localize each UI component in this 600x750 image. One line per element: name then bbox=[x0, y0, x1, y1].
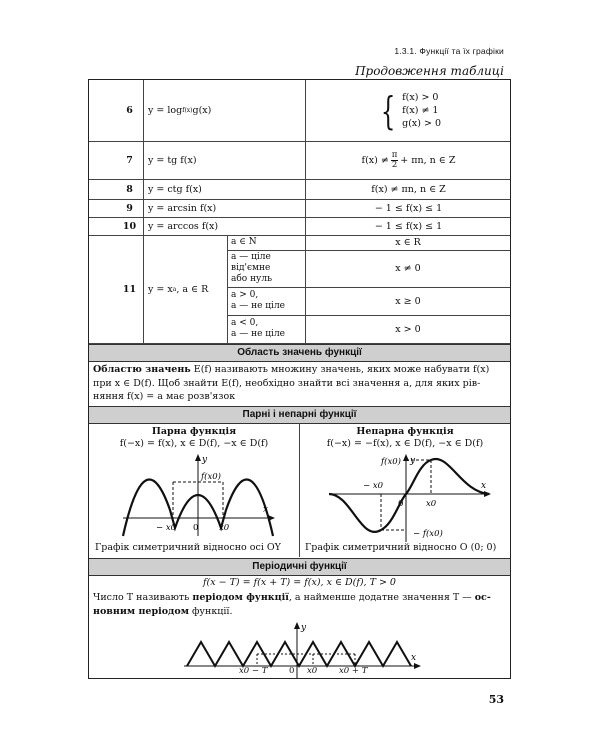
origin-label: 0 bbox=[398, 499, 404, 509]
function-cell: y = arccos f(x) bbox=[144, 217, 306, 235]
row-number: 6 bbox=[116, 80, 144, 141]
section-title-range: Область значень функції bbox=[89, 344, 510, 362]
table-row-7 bbox=[89, 141, 510, 180]
domain-cell: f(x) ≠ π 2 + πn, n ∈ Z bbox=[361, 149, 456, 170]
page-number: 53 bbox=[488, 693, 504, 706]
function-cell: y = x a , a ∈ R bbox=[144, 235, 228, 343]
even-title: Парна функція bbox=[151, 426, 237, 437]
f-x0-label: f(x0) bbox=[201, 472, 221, 482]
function-cell: y = tg f(x) bbox=[144, 141, 306, 179]
even-definition: f(−x) = f(x), x ∈ D(f), −x ∈ D(f) bbox=[119, 438, 269, 449]
function-cell: y = ctg f(x) bbox=[144, 179, 306, 199]
case-condition: a ∈ N bbox=[228, 235, 306, 250]
origin-label: 0 bbox=[289, 666, 295, 676]
even-caption: Графік симетричний відносно осі OY bbox=[95, 542, 281, 553]
case-domain: x > 0 bbox=[395, 323, 421, 335]
function-cell: y = log f(x) g(x) bbox=[144, 80, 306, 141]
x0-label: x0 bbox=[307, 666, 318, 676]
x-axis-label: x bbox=[411, 653, 417, 663]
even-function-graph bbox=[113, 452, 283, 540]
periodic-formula: f(x − T) = f(x + T) = f(x), x ∈ D(f), T > 0 bbox=[203, 577, 396, 588]
x0-label: x0 bbox=[426, 499, 437, 509]
case-row bbox=[228, 315, 510, 343]
neg-x0-label: − x0 bbox=[363, 481, 384, 491]
range-paragraph: Областю значень E(f) називають множину значень, яких може набувати f(x) при x ∈ D(f). Щоб знайти E(f), необхідно знайти всі значення a, для яких рів- няння f(x) = a має розв'язок bbox=[93, 364, 490, 402]
case-condition: a < 0, a — не ціле bbox=[228, 315, 306, 343]
x0-plus-T-label: x0 + T bbox=[339, 666, 368, 676]
domain-cell: − 1 ≤ f(x) ≤ 1 bbox=[374, 202, 443, 214]
table-row-8 bbox=[89, 179, 510, 200]
domain-cell: { f(x) > 0 f(x) ≠ 1 g(x) > 0 bbox=[380, 88, 442, 133]
table-row-9 bbox=[89, 199, 510, 218]
row-number: 7 bbox=[116, 141, 144, 179]
x-axis-label: x bbox=[481, 481, 487, 491]
f-x0-label: f(x0) bbox=[381, 457, 401, 467]
table-row-10 bbox=[89, 217, 510, 236]
domain-line: f(x) > 0 bbox=[402, 92, 439, 103]
section-title-parity: Парні і непарні функції bbox=[89, 406, 510, 424]
x-axis-label: x bbox=[263, 505, 269, 515]
section-title-periodic: Періодичні функції bbox=[89, 558, 510, 576]
odd-definition: f(−x) = −f(x), x ∈ D(f), −x ∈ D(f) bbox=[326, 438, 484, 449]
table-row-6 bbox=[89, 80, 510, 142]
case-condition: a — ціле від'ємне або нуль bbox=[228, 250, 306, 287]
periodic-paragraph: Число T називають періодом функції, а найменше додатне значення T — ос- новним періодом функції. bbox=[93, 592, 491, 617]
neg-f-x0-label: − f(x0) bbox=[413, 529, 443, 539]
continuation-label: Продовження таблиці bbox=[355, 64, 504, 78]
domain-line: f(x) ≠ 1 bbox=[402, 105, 439, 116]
case-domain: x ∈ R bbox=[395, 237, 421, 248]
y-axis-label: y bbox=[202, 455, 208, 465]
x0-minus-T-label: x0 − T bbox=[239, 666, 268, 676]
periodic-function-graph bbox=[179, 620, 429, 680]
row-number: 8 bbox=[116, 179, 144, 199]
domain-cell: − 1 ≤ f(x) ≤ 1 bbox=[374, 220, 443, 232]
domain-cell: f(x) ≠ πn, n ∈ Z bbox=[371, 183, 446, 195]
y-axis-label: y bbox=[410, 456, 416, 466]
case-row bbox=[228, 235, 510, 251]
domain-line: g(x) > 0 bbox=[402, 118, 442, 129]
row-number: 11 bbox=[116, 235, 144, 343]
row-number: 10 bbox=[116, 217, 144, 235]
case-row bbox=[228, 250, 510, 288]
even-function-block bbox=[89, 426, 299, 450]
function-cell: y = arcsin f(x) bbox=[144, 199, 306, 217]
case-row bbox=[228, 287, 510, 316]
odd-caption: Графік симетричний відносно O (0; 0) bbox=[305, 542, 497, 553]
odd-function-block bbox=[300, 426, 510, 450]
y-axis-label: y bbox=[301, 623, 307, 633]
odd-title: Непарна функція bbox=[356, 426, 454, 437]
neg-x0-label: − x0 bbox=[156, 523, 177, 533]
table-row-11 bbox=[89, 235, 510, 344]
content-table bbox=[88, 79, 511, 679]
x0-label: x0 bbox=[219, 523, 230, 533]
row-number: 9 bbox=[116, 199, 144, 217]
case-domain: x ≠ 0 bbox=[395, 263, 421, 274]
running-header: 1.3.1. Функції та їх графіки bbox=[394, 46, 504, 56]
origin-label: 0 bbox=[193, 523, 199, 533]
case-condition: a > 0, a — не ціле bbox=[228, 287, 306, 315]
case-domain: x ≥ 0 bbox=[395, 295, 421, 307]
odd-function-graph bbox=[321, 452, 497, 544]
